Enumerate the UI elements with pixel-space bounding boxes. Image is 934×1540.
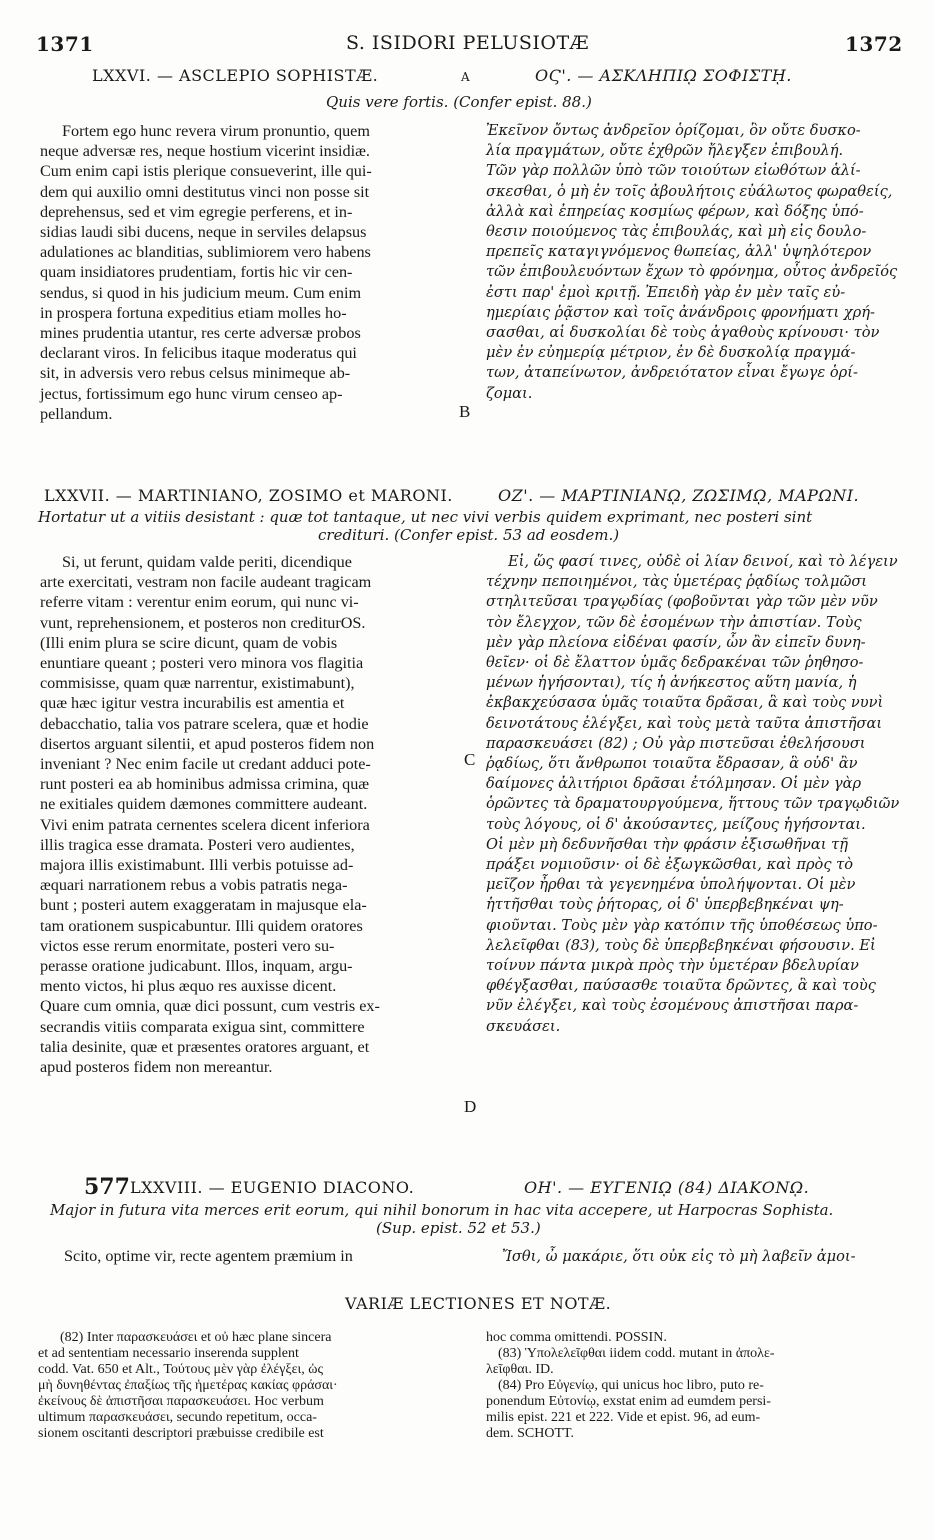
margin-letter-a: A <box>461 70 470 84</box>
text-line: τέχνην πεποιημένοι, τὰς ὑμετέρας ῥᾳδίως τολμῶσι <box>486 573 868 591</box>
letter78-latin-first-line: Scito, optime vir, recte agentem præmium in <box>64 1247 353 1265</box>
text-line: λελεῖφθαι (83), τοὺς δὲ ὑπερβεβηκέναι φήσουσιν. Εἰ <box>486 936 876 954</box>
note-line: milis epist. 221 et 222. Vide et epist. 96, ad eum- <box>486 1410 761 1425</box>
text-line: δαίμονες ἀλιτήριοι δρᾶσαι ἐτόλμησαν. Οἱ μὲν γὰρ <box>486 775 862 793</box>
text-line: φιοῦνται. Τοὺς μὲν γὰρ κατόπιν τῆς ὑποθέσεως ὑπο- <box>486 916 878 934</box>
text-line: μένων ἡγήσονται), τίς ἡ ἀνήκεστος αὕτη μανία, ἡ <box>486 674 857 692</box>
text-line: apud posteros fidem non mereantur. <box>40 1058 273 1077</box>
margin-letter-b: B <box>459 402 471 421</box>
text-line: πράξει νομιοῦσιν· οἱ δὲ ἐξωγκῶσθαι, καὶ πρὸς τὸ <box>486 856 853 874</box>
page-number-left: 1371 <box>36 32 94 56</box>
note-line: ponendum Εὐτονίῳ, exstat enim ad eumdem persi- <box>486 1394 771 1409</box>
text-line: ἡττῆσθαι τοὺς ῥήτορας, οἱ δ' ὑπερβεβηκέναι ψη- <box>486 896 844 914</box>
text-line: τῶν ἐπιβουλευόντων ἔχων τὸ φρόνημα, οὗτος ἀνδρεῖός <box>486 263 898 281</box>
letter78-greek-first-line: Ἴσθι, ὦ μακάριε, ὅτι οὐκ εἰς τὸ μὴ λαβεῖν ἀμοι- <box>502 1248 856 1265</box>
text-line: in prospera fortuna expeditius etiam molles ho- <box>40 303 347 322</box>
text-line: talia desinite, quæ et præsentes oratores arguant, et <box>40 1037 370 1056</box>
text-line: deprehensus, sed et vim egregie perferens, et in- <box>40 202 353 221</box>
text-line: Εἰ, ὥς φασί τινες, οὐδὲ οἱ λίαν δεινοί, καὶ τὸ λέγειν <box>508 553 898 570</box>
note-line: hoc comma omittendi. POSSIN. <box>486 1330 667 1345</box>
text-line: Fortem ego hunc revera virum pronuntio, quem <box>62 122 370 140</box>
text-line: disertos arguant silentii, et apud posteros fidem non <box>40 734 375 753</box>
letter76-greek-title: ΟϚ'. — ΑΣΚΛΗΠΙῼ ΣΟΦΙΣΤῌ. <box>535 66 792 85</box>
text-line: ὁρῶντες τὰ δραματουργούμενα, ἥττους τῶν τραγῳδιῶν <box>486 795 900 813</box>
text-line: Si, ut ferunt, quidam valde periti, dicendique <box>62 553 352 571</box>
text-line: ῥᾳδίως, ὅτι ἄνθρωποι τοιαῦτα ἔδρασαν, ἃ οὐδ' ἂν <box>486 755 858 773</box>
text-line: pellandum. <box>40 404 113 423</box>
letter76-argument: Quis vere fortis. (Confer epist. 88.) <box>326 93 592 111</box>
running-title: S. ISIDORI PELUSIOTÆ <box>346 32 590 54</box>
text-line: σκευάσει. <box>486 1017 561 1035</box>
text-line: arte exercitati, vestram non facile audeant tragicam <box>40 573 372 592</box>
text-line: Quare cum omnia, quæ dici possunt, cum vestris ex- <box>40 997 380 1016</box>
text-line: πρεπεῖς καταγιγνόμενος θωπείας, ἀλλ' ὑψηλότερον <box>486 243 872 261</box>
text-line: στηλιτεῦσαι τραγῳδίας (φοβοῦνται γὰρ τῶν μὲν νῦν <box>486 593 878 611</box>
note-line: dem. SCHOTT. <box>486 1426 575 1441</box>
text-line: neque adversæ res, neque hostium vicerint insidiæ. <box>40 142 370 161</box>
text-line: ne exitiales quidem dæmones committere audeant. <box>40 795 368 814</box>
text-line: commisisse, quam quæ narrentur, existimabunt), <box>40 674 355 693</box>
letter77-argument-line-2: credituri. (Confer epist. 53 ad eosdem.) <box>318 526 620 544</box>
text-line: των, ἀταπείνωτον, ἀνδρειότατον εἶναι ἔγωγε ὁρί- <box>486 364 858 382</box>
letter78-greek-title: ΟΗ'. — ΕΥΓΕΝΙῼ (84) ΔΙΑΚΟΝῼ. <box>524 1178 810 1197</box>
text-line: mento victos, hi plus æquo res auxisse dicent. <box>40 977 337 996</box>
text-line: ημερίαις ῥᾷστον καὶ τοῖς ἀνάνδροις φρονήματι χρή- <box>486 303 875 321</box>
letter77-greek-text <box>486 552 899 1037</box>
text-line: παρασκευάσει (82) ; Οὐ γὰρ πιστεῦσαι ἐθελήσουσι <box>486 734 866 752</box>
text-line: debacchatio, talia vos patrare scelera, quæ et hodie <box>40 714 369 733</box>
letter78-latin-title: LXXVIII. — EUGENIO DIACONO. <box>130 1178 415 1197</box>
letter76-latin-text <box>40 121 372 424</box>
text-line: mines prudentia utantur, res certe adversæ probos <box>40 324 361 343</box>
text-line: victos esse rerum enormitate, posteri vero su- <box>40 936 335 955</box>
margin-letter-c: C <box>464 750 476 769</box>
text-line: majora illis existimabunt. Illi verbis potuisse ad- <box>40 856 354 875</box>
text-line: secrandis vitiis comparata exigua sint, committere <box>40 1017 365 1036</box>
note-line: sionem oscitanti descriptori præbuisse credibile est <box>38 1426 324 1441</box>
text-line: runt posteri ea ab hominibus admissa crimina, quæ <box>40 775 370 794</box>
text-line: Τῶν γὰρ πολλῶν ὑπὸ τῶν τοιούτων εἰωθότων ἁλί- <box>486 162 861 180</box>
text-line: ζομαι. <box>486 384 533 402</box>
text-line: quæ hæc igitur vestra incurabilis est amentia et <box>40 694 345 713</box>
text-line: jectus, fortissimum ego hunc virum censeo ap- <box>40 384 343 403</box>
text-line: sit, in adversis vero rebus celsus minimeque ab- <box>40 364 351 383</box>
text-line: μεῖζον ἦρθαι τὰ γεγενημένα ὑπολήψονται. Οἱ μὲν <box>486 876 856 894</box>
letter77-latin-text <box>40 552 380 1077</box>
text-line: quam insidiatores prudentiam, fortis hic vir cen- <box>40 263 353 282</box>
note-line: λεῖφθαι. ID. <box>486 1362 554 1377</box>
text-line: μὲν ἐν εὐημερίᾳ μέτριον, ἐν δὲ δυσκολίᾳ πραγμά- <box>486 344 856 362</box>
letter76-latin-title: LXXVI. — ASCLEPIO SOPHISTÆ. <box>92 66 379 85</box>
column-number: 577 <box>84 1174 130 1200</box>
text-line: μὲν γὰρ πλείονα εἰδέναι φασίν, ὧν ἂν εἰπεῖν δυνη- <box>486 633 866 651</box>
text-line: sidias laudi sibi ducens, neque in serviles delapsus <box>40 223 367 242</box>
letter78-argument-line-2: (Sup. epist. 52 et 53.) <box>376 1219 541 1237</box>
text-line: inveniant ? Nec enim facile ut credant adduci pote- <box>40 755 371 774</box>
text-line: vunt, reprehensionem, et posteros non crediturOS. <box>40 613 366 632</box>
text-line: Vivi enim patrata cernentes scelera dicent inferiora <box>40 815 370 834</box>
letter77-latin-title: LXXVII. — MARTINIANO, ZOSIMO et MARONI. <box>44 486 453 505</box>
note-line: μὴ δυνηθέντας ἐπαξίως τῆς ἡμετέρας κακίας φράσαι· <box>38 1378 338 1393</box>
text-line: Οἱ μὲν μὴ δεδυνῆσθαι τὴν φράσιν ἐξισωθῆναι τῇ <box>486 835 848 853</box>
text-line: δεινοτάτους ἐλέγξει, καὶ τοὺς μετὰ ταῦτα ἀπιστῆσαι <box>486 714 883 732</box>
text-line: illis tragica esse dramata. Posteri vero audientes, <box>40 835 355 854</box>
notes-left-column <box>38 1330 338 1442</box>
text-line: φθέγξασθαι, παύσασθε τοιαῦτα δρῶντες, ἃ καὶ τοὺς <box>486 977 876 995</box>
text-line: λία πραγμάτων, οὔτε ἐχθρῶν ἤλεγξεν ἐπιβουλή. <box>486 142 844 160</box>
text-line: sendus, si quod in his judicium meum. Cum enim <box>40 283 362 302</box>
text-line: ἐκβακχεύσασα ὑμᾶς τοιαῦτα δρᾶσαι, ἃ καὶ τοὺς νυνὶ <box>486 694 884 712</box>
note-line: et ad sententiam necessario inserenda supplent <box>38 1346 299 1361</box>
letter77-argument-line-1: Hortatur ut a vitiis desistant : quæ tot tantaque, ut nec vivi verbis quidem exprimant, nec posteri sint <box>38 508 813 526</box>
note-line: (83) Ὑπολελεῖφθαι iidem codd. mutant in ἀπολε- <box>498 1346 775 1361</box>
text-line: θεῖεν· οἱ δὲ ἔλαττον ὑμᾶς δεδρακέναι τῶν ῥηθησο- <box>486 654 864 672</box>
text-line: declarant viros. In felicibus itaque moderatus qui <box>40 344 357 363</box>
note-line: codd. Vat. 650 et Alt., Τούτους μὲν γὰρ ἐλέγξει, ὡς <box>38 1362 324 1377</box>
text-line: ἐστι παρ' ἐμοὶ κριτῇ. Ἐπειδὴ γὰρ ἐν μὲν ταῖς εὐ- <box>486 283 846 301</box>
text-line: Ἐκεῖνον ὄντως ἀνδρεῖον ὁρίζομαι, ὃν οὔτε δυσκο- <box>486 122 861 139</box>
text-line: σασθαι, αἱ δυσκολίαι δὲ τοὺς ἀγαθοὺς κρίνουσι· τὸν <box>486 324 880 342</box>
letter78-argument-line-1: Major in futura vita merces erit eorum, qui nihil bonorum in hac vita accepere, ut Harpocras Sophista. <box>50 1201 834 1219</box>
text-line: Cum enim capi istis plerique consueverint, ille qui- <box>40 162 372 181</box>
text-line: perasse oratione judicabunt. Illos, inquam, argu- <box>40 957 353 976</box>
text-line: σκεσθαι, ὁ μὴ ἐν τοῖς ἀβουλήτοις εὐάλωτος φωραθείς, <box>486 182 893 200</box>
text-line: adulationes ac blanditias, sublimiorem vero habens <box>40 243 371 262</box>
page-number-right: 1372 <box>845 32 903 56</box>
text-line: θεσιν ποιούμενος τὰς ἐπιβουλάς, καὶ μὴ εἰς δουλο- <box>486 223 867 241</box>
text-line: (Illi enim plura se scire dicunt, quam de vobis <box>40 633 338 652</box>
text-line: τοίνυν πάντα μικρὰ πρὸς τὴν ὑμετέραν βδελυρίαν <box>486 957 859 975</box>
note-line: ultimum παρασκευάσει, secundo repetitum, occa- <box>38 1410 317 1425</box>
notes-right-column <box>486 1330 775 1442</box>
text-line: tam orationem suspicabuntur. Illi quidem oratores <box>40 916 363 935</box>
text-line: referre vitam : verentur enim eorum, qui nunc vi- <box>40 593 359 612</box>
text-line: ἀλλὰ καὶ ἐπηρείας κοσμίως φέρων, καὶ δόξης ὑπό- <box>486 202 864 220</box>
text-line: νῦν ἐλέγξει, καὶ τοὺς ἐσομένους ἀπιστῆσαι παρα- <box>486 997 859 1015</box>
note-line: (84) Pro Εὐγενίῳ, qui unicus hoc libro, puto re- <box>498 1378 764 1393</box>
letter77-greek-title: ΟΖ'. — ΜΑΡΤΙΝΙΑΝῼ, ΖΩΣΙΜῼ, ΜΑΡΩΝΙ. <box>498 486 860 505</box>
notes-heading: VARIÆ LECTIONES ET NOTÆ. <box>345 1294 612 1313</box>
note-line: ἐκείνους δὲ ἀπιστῆσαι παρασκευάσει. Hoc verbum <box>38 1394 324 1409</box>
text-line: τὸν ἔλεγχον, τῶν δὲ ἐσομένων τὴν ἀπιστίαν. Τοὺς <box>486 613 862 631</box>
note-line: (82) Inter παρασκευάσει et οὐ hæc plane sincera <box>60 1330 332 1345</box>
text-line: æquari narrationem rebus a vobis patratis nega- <box>40 876 348 895</box>
letter76-greek-text <box>486 121 897 404</box>
margin-letter-d: D <box>464 1097 477 1116</box>
text-line: bunt ; posteri autem exaggeratam in majusque ela- <box>40 896 367 915</box>
text-line: dem qui auxilio omni destitutus vinci non posse sit <box>40 182 370 201</box>
text-line: enuntiare queant ; posteri vero minora vos flagitia <box>40 654 364 673</box>
text-line: τοὺς λόγους, οἱ δ' ἀκούσαντες, μείζους ἡγήσονται. <box>486 815 866 833</box>
